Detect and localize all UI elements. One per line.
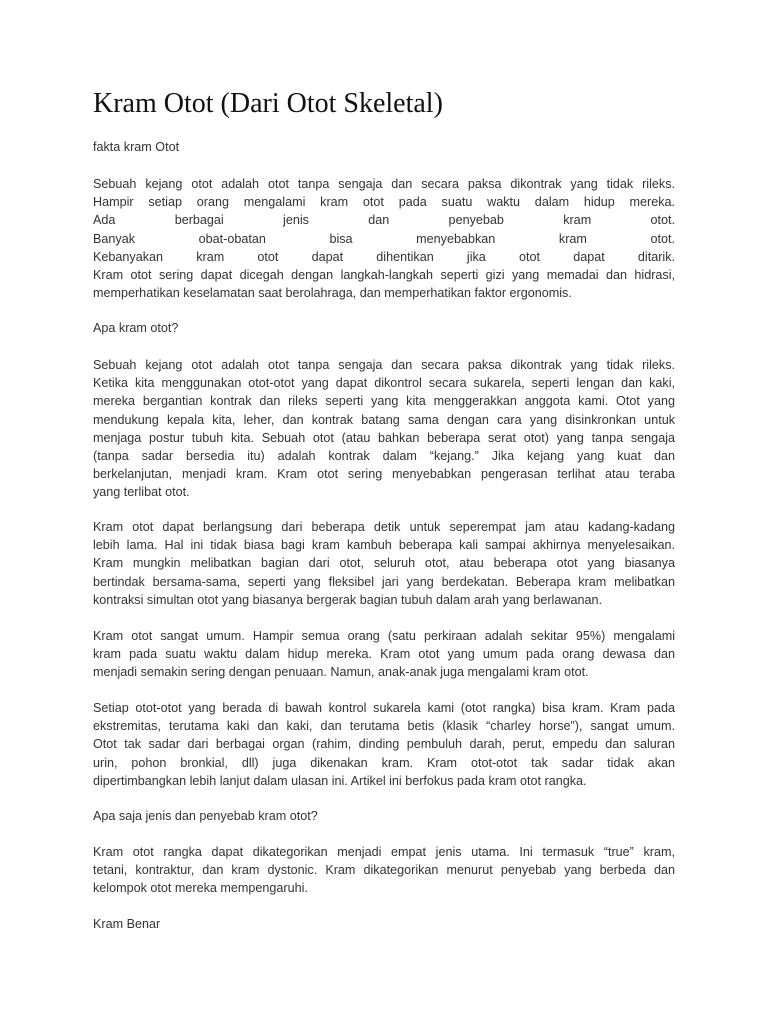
text-line: Banyak obat-obatan bisa menyebabkan kram otot. <box>93 231 675 246</box>
text-line: Ketika kita menggunakan otot-otot yang dapat dikontrol secara sukarela, seperti lengan dan kaki, <box>93 376 675 391</box>
paragraph-voluntary <box>93 699 675 790</box>
text-line: bertindak bersama-sama, seperti yang fleksibel jari yang berdekatan. Beberapa kram melibatkan <box>93 574 675 589</box>
intro-paragraph <box>93 175 675 302</box>
text-line: fakta kram Otot <box>93 140 180 154</box>
text-line: Sebuah kejang otot adalah otot tanpa sengaja dan secara paksa dikontrak yang tidak rileks. <box>93 358 675 372</box>
text-line: (tanpa sadar bersedia itu) adalah kontrak dalam “kejang.” Jika kejang yang kuat dan <box>93 448 675 463</box>
paragraph-common <box>93 627 675 682</box>
text-line: memperhatikan keselamatan saat berolahraga, dan memperhatikan faktor ergonomis. <box>93 286 572 301</box>
document-page <box>93 0 675 1024</box>
text-line: Otot tak sadar dari berbagai organ (rahim, dinding pembuluh darah, perut, empedu dan saluran <box>93 737 675 752</box>
text-line: Kram mungkin melibatkan bagian dari otot, seluruh otot, atau beberapa otot yang biasanya <box>93 556 675 571</box>
section-heading-true-cramp <box>93 915 675 933</box>
text-line: Kebanyakan kram otot dapat dihentikan jika otot dapat ditarik. <box>93 249 675 264</box>
text-line: dipertimbangkan lebih lanjut dalam ulasan ini. Artikel ini berfokus pada kram otot rangka. <box>93 773 587 788</box>
text-line: kelompok otot mereka mempengaruhi. <box>93 881 308 896</box>
text-line: kram pada suatu waktu dalam hidup mereka. Kram otot yang umum pada orang dewasa dan <box>93 647 675 662</box>
document-subtitle <box>93 138 675 156</box>
text-line: Apa saja jenis dan penyebab kram otot? <box>93 809 318 823</box>
text-line: Kram otot rangka dapat dikategorikan menjadi empat jenis utama. Ini termasuk “true” kram, <box>93 845 675 859</box>
text-line: mendukung kepala kita, leher, dan kontrak batang sama dengan cara yang disinkronkan untuk <box>93 412 675 427</box>
text-line: Kram otot sering dapat dicegah dengan langkah-langkah seperti gizi yang memadai dan hidrasi, <box>93 267 675 282</box>
text-line: Sebuah kejang otot adalah otot tanpa sengaja dan secara paksa dikontrak yang tidak rileks. <box>93 177 675 191</box>
text-line: Kram otot dapat berlangsung dari beberapa detik untuk seperempat jam atau kadang-kadang <box>93 520 675 534</box>
text-line: mereka bergantian kontrak dan rileks seperti yang kita menggerakkan anggota kami. Otot yang <box>93 394 675 409</box>
text-line: Apa kram otot? <box>93 321 179 335</box>
text-line: Hampir setiap orang mengalami kram otot pada suatu waktu dalam hidup mereka. <box>93 195 675 210</box>
text-line: lebih lama. Hal ini tidak biasa bagi kram kambuh beberapa kali sampai akhirnya menyelesaikan. <box>93 538 675 553</box>
paragraph-what <box>93 356 675 502</box>
document-title: Kram Otot (Dari Otot Skeletal) <box>93 88 443 119</box>
text-line: Ada berbagai jenis dan penyebab kram otot. <box>93 213 675 228</box>
section-heading-types <box>93 807 675 825</box>
text-line: menjadi semakin sering dengan penuaan. Namun, anak-anak juga mengalami kram otot. <box>93 665 589 680</box>
text-line: Kram Benar <box>93 917 161 931</box>
section-heading-what <box>93 319 675 337</box>
text-line: Setiap otot-otot yang berada di bawah kontrol sukarela kami (otot rangka) bisa kram. Kram pada <box>93 701 675 715</box>
text-line: yang terlibat otot. <box>93 485 190 500</box>
text-line: Kram otot sangat umum. Hampir semua orang (satu perkiraan adalah sekitar 95%) mengalami <box>93 629 675 643</box>
text-line: menjaga postur tubuh kita. Sebuah otot (atau bahkan beberapa serat otot) yang tanpa sengaja <box>93 430 675 445</box>
text-line: berkelanjutan, menjadi kram. Kram otot sering menyebabkan pengerasan terlihat atau teraba <box>93 467 675 482</box>
paragraph-duration <box>93 518 675 609</box>
text-line: urin, pohon bronkial, dll) juga dikenakan kram. Kram otot-otot tak sadar tidak akan <box>93 755 675 770</box>
paragraph-types <box>93 843 675 898</box>
text-line: tetani, kontraktur, dan kram dystonic. Kram dikategorikan menurut penyebab yang berbeda dan <box>93 863 675 878</box>
text-line: ekstremitas, terutama kaki dan kaki, dan terutama betis (klasik “charley horse”), sangat umum. <box>93 719 675 734</box>
text-line: kontraksi simultan otot yang biasanya bergerak bagian tubuh dalam arah yang berlawanan. <box>93 592 602 607</box>
